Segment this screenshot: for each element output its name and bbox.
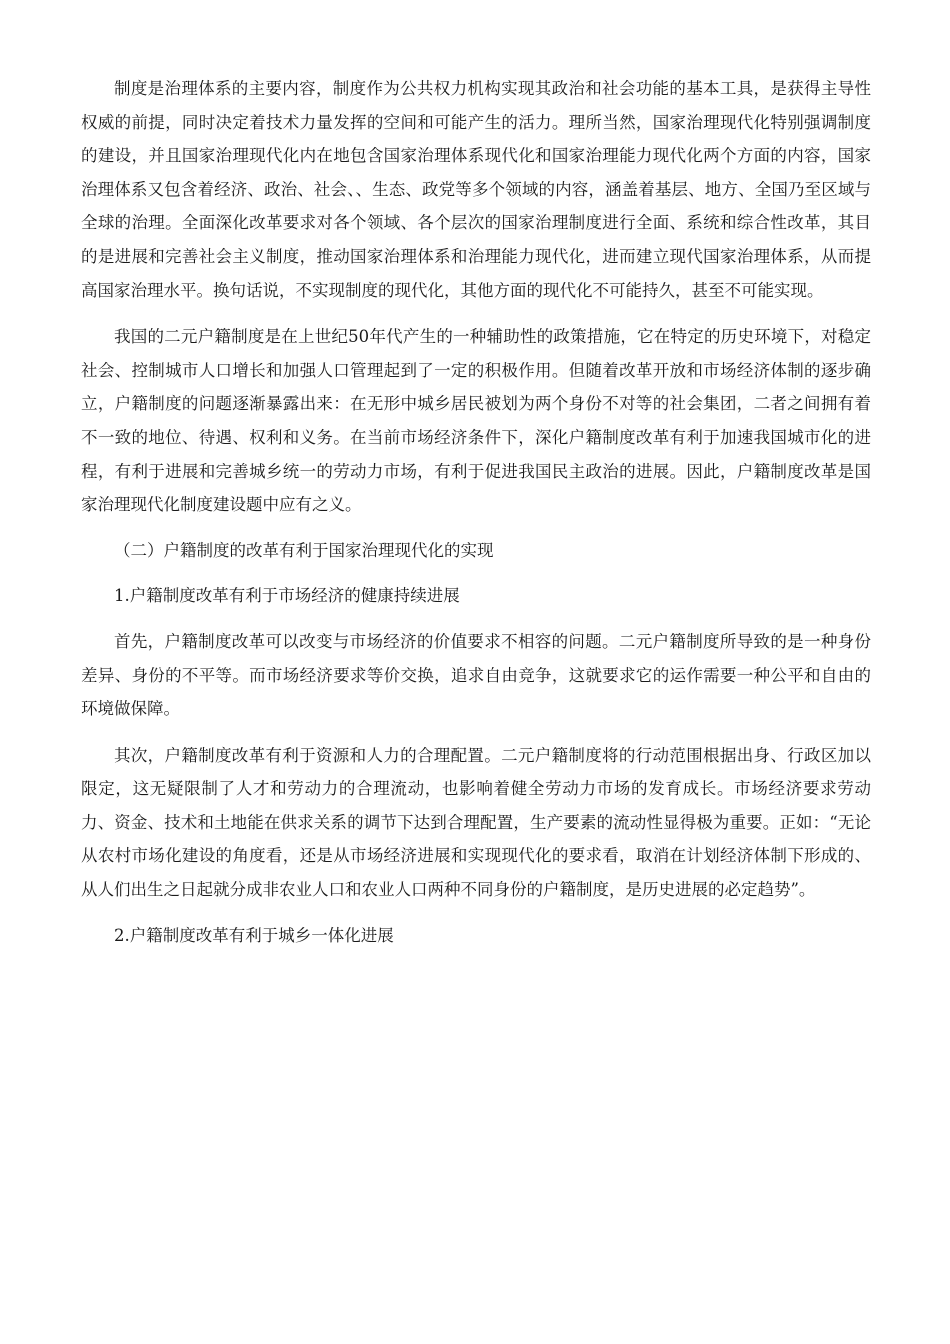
paragraph-system-modernization: 制度是治理体系的主要内容，制度作为公共权力机构实现其政治和社会功能的基本工具，是获得主导性权威的前提，同时决定着技术力量发挥的空间和可能产生的活力。理所当然，国家治理现代化特别强调制度的建设，并且国家治理现代化内在地包含国家治理体系现代化和国家治理能力现代化两个方面的内容，国家治理体系又包含着经济、政治、社会、、生态、政党等多个领域的内容，涵盖着基层、地方、全国乃至区域与全球的治理。全面深化改革要求对各个领域、各个层次的国家治理制度进行全面、系统和综合性改革，其目的是进展和完善社会主义制度，推动国家治理体系和治理能力现代化，进而建立现代国家治理体系，从而提高国家治理水平。换句话说，不实现制度的现代化，其他方面的现代化不可能持久，甚至不可能实现。 <box>81 79 871 300</box>
paragraph-first: 首先，户籍制度改革可以改变与市场经济的价值要求不相容的问题。二元户籍制度所导致的是一种身份差异、身份的不平等。而市场经济要求等价交换，追求自由竞争，这就要求它的运作需要一种公平和自由的环境做保障。 <box>81 631 871 719</box>
document-page <box>81 72 871 952</box>
section-heading-2: （二）户籍制度的改革有利于国家治理现代化的实现 <box>114 540 494 560</box>
paragraph-household-registration: 我国的二元户籍制度是在上世纪50年代产生的一种辅助性的政策措施，它在特定的历史环境下，对稳定社会、控制城市人口增长和加强人口管理起到了一定的积极作用。但随着改革开放和市场经济体制的逐步确立，户籍制度的问题逐渐暴露出来：在无形中城乡居民被划为两个身份不对等的社会集团，二者之间拥有着不一致的地位、待遇、权利和义务。在当前市场经济条件下，深化户籍制度改革有利于加速我国城市化的进程，有利于进展和完善城乡统一的劳动力市场，有利于促进我国民主政治的进展。因此，户籍制度改革是国家治理现代化制度建设题中应有之义。 <box>81 327 871 515</box>
subheading-2: 2.户籍制度改革有利于城乡一体化进展 <box>114 925 394 945</box>
paragraph-second: 其次，户籍制度改革有利于资源和人力的合理配置。二元户籍制度将的行动范围根据出身、行政区加以限定，这无疑限制了人才和劳动力的合理流动，也影响着健全劳动力市场的发育成长。市场经济要求劳动力、资金、技术和土地能在供求关系的调节下达到合理配置，生产要素的流动性显得极为重要。正如：“无论从农村市场化建设的角度看，还是从市场经济进展和实现现代化的要求看，取消在计划经济体制下形成的、从人们出生之日起就分成非农业人口和农业人口两种不同身份的户籍制度，是历史进展的必定趋势”。 <box>81 745 871 900</box>
subheading-1: 1.户籍制度改革有利于市场经济的健康持续进展 <box>114 586 460 606</box>
